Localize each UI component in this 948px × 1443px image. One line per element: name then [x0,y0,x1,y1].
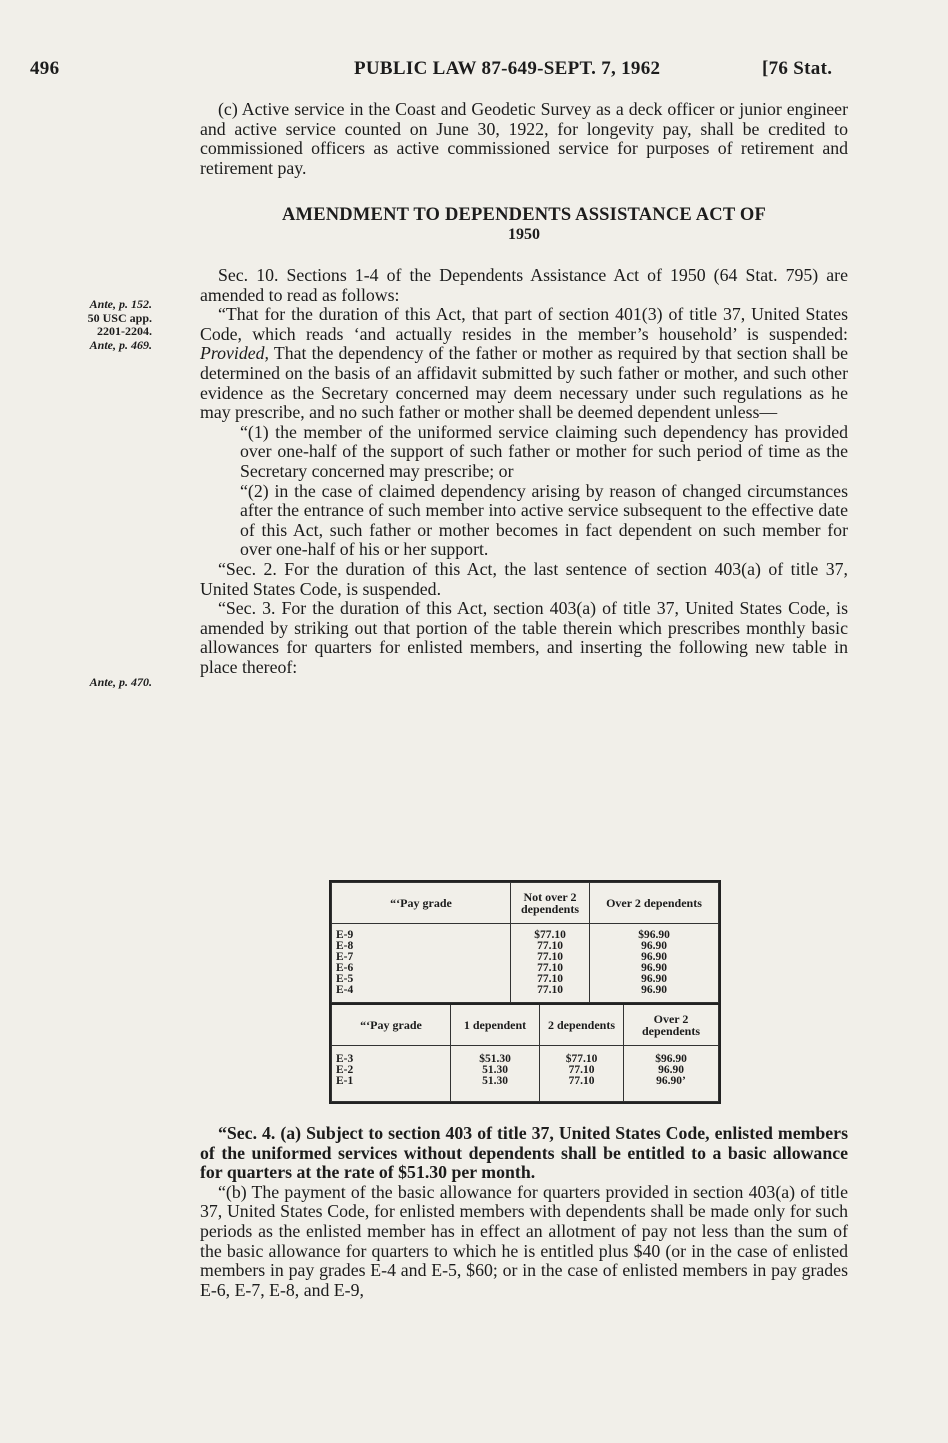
that-paragraph: “That for the duration of this Act, that part of section 401(3) of title 37, United States Code, which reads ‘and actually resides in the member’s household’ is suspended: Provided, That the dependency of the father or mother as required by that section shall be determined on the basis of an affidavit submitted by such father or mother, and such other evidence as the Secretary concerned may deem necessary under such regulations as he may prescribe, and no such father or mother shall be deemed dependent unless— [200,304,849,423]
margin-note-sec2: Ante, p. 470. [89,675,152,689]
table-not-over-2 [331,882,719,1003]
section-2: “Sec. 2. For the duration of this Act, the last sentence of section 403(a) of title 37, United States Code, is suspended. [200,558,848,599]
page-number: 496 [30,58,60,79]
section-4a: “Sec. 4. (a) Subject to section 403 of title 37, United States Code, enlisted members of the uniformed services without dependents shall be entitled to a basic allowance for quarters at the rate of $51.30 per month. [200,1123,848,1183]
table-header: 1 dependent [451,1004,540,1046]
table-row: E-3 E-2 E-1 $51.30 51.30 51.30 $77.10 77.10 77.10 $96.90 96.90 96.90’ [332,1046,719,1102]
table-row: E-9 E-8 E-7 E-6 E-5 E-4 $77.10 77.10 77.10 77.10 77.10 77.10 $96.90 96.90 96.90 96.90 96.90 96.90 [332,924,719,1003]
table-by-dependents [331,1003,719,1102]
allowance-table [329,880,721,1104]
table-header: “‘Pay grade [332,1004,451,1046]
header-title: PUBLIC LAW 87-649-SEPT. 7, 1962 [354,58,661,79]
section-4-body [200,1124,848,1300]
table-header: “‘Pay grade [332,883,511,924]
clause-1: “(1) the member of the uniformed service claiming such dependency has provided over one-half of the support of such father or mother for such period of time as the Secretary concerned may prescribe; or [240,421,848,481]
running-header [0,58,948,88]
clause-2: “(2) in the case of claimed dependency arising by reason of changed circumstances after the entrance of such member into active service subsequent to the effective date of this Act, such father or mother becomes in fact dependent on such member for over one-half of his or her support. [240,480,848,560]
section-10-body [200,266,848,677]
section-4b: “(b) The payment of the basic allowance for quarters provided in section 403(a) of title 37, United States Code, for enlisted members with dependents shall be made only for such periods as the enlisted member has in effect an allotment of pay not less than the sum of the basic allowance for quarters to which he is entitled plus $40 (or in the case of enlisted members in pay grades E-4 and E-5, $60; or in the case of enlisted members in pay grades E-6, E-7, E-8, and E-9, [200,1181,848,1300]
paragraph-c: (c) Active service in the Coast and Geodetic Survey as a deck officer or junior engineer and active service counted on June 30, 1922, for longevity pay, shall be credited to commissioned officers as active commissioned service for purposes of retirement and retirement pay. [200,99,848,178]
section-heading: AMENDMENT TO DEPENDENTS ASSISTANCE ACT OF 1950 [281,205,766,243]
table-header: Over 2 dependents [590,883,719,924]
section-3: “Sec. 3. For the duration of this Act, section 403(a) of title 37, United States Code, is amended by striking out that portion of the table therein which prescribes monthly basic allowances for quarters for enlisted members, and inserting the following new table in place thereof: [200,598,848,677]
table-header: Over 2 dependents [624,1004,719,1046]
sec10-intro: Sec. 10. Sections 1-4 of the Dependents Assistance Act of 1950 (64 Stat. 795) are amended to read as follows: [200,265,848,305]
margin-note-sec10: Ante, p. 152. 50 USC app. 2201-2204. Ante, p. 469. [87,297,152,352]
table-header: Not over 2 dependents [511,883,590,924]
stat-reference: [76 Stat. [762,58,833,79]
table-header: 2 dependents [540,1004,624,1046]
